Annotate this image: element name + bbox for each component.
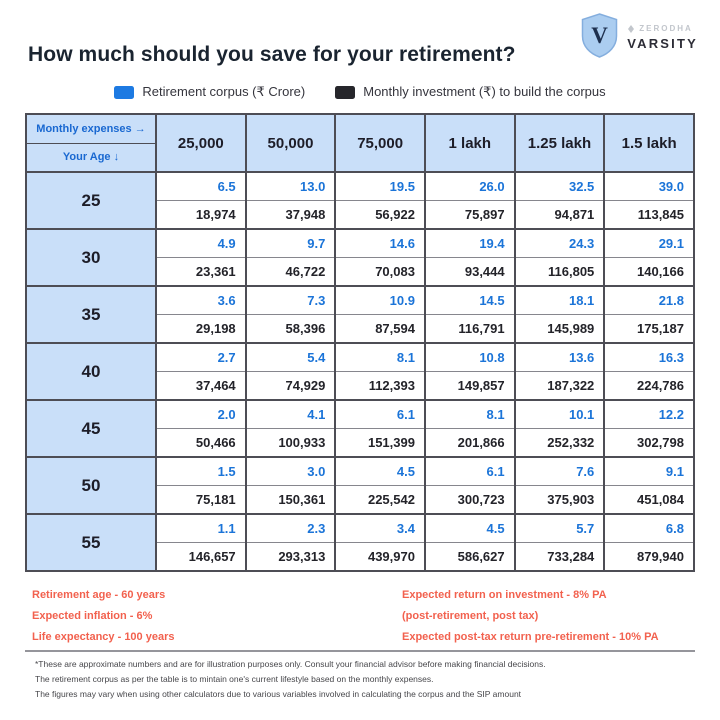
assumption-note: Retirement age - 60 years: [32, 589, 166, 601]
corpus-value: 14.6: [335, 229, 425, 258]
investment-value: 439,970: [335, 543, 425, 572]
corpus-value: 19.5: [335, 172, 425, 201]
corpus-value: 32.5: [515, 172, 605, 201]
corpus-value: 16.3: [604, 343, 694, 372]
investment-value: 50,466: [156, 429, 246, 458]
corpus-value: 6.8: [604, 514, 694, 543]
corpus-value: 2.7: [156, 343, 246, 372]
corpus-value: 29.1: [604, 229, 694, 258]
corpus-value: 19.4: [425, 229, 515, 258]
corpus-value: 6.1: [335, 400, 425, 429]
corpus-row: [26, 343, 694, 372]
investment-value: 293,313: [246, 543, 336, 572]
corpus-value: 2.3: [246, 514, 336, 543]
disclaimer-note: The retirement corpus as per the table is to mintain one's current lifestyle based on the monthly expenses.: [35, 674, 434, 684]
page-title: How much should you save for your retirement?: [28, 43, 516, 66]
corpus-value: 10.1: [515, 400, 605, 429]
investment-value: 879,940: [604, 543, 694, 572]
investment-value: 58,396: [246, 315, 336, 344]
investment-value: 56,922: [335, 201, 425, 230]
legend-item-investment: [335, 84, 605, 100]
corpus-value: 8.1: [335, 343, 425, 372]
legend: [0, 84, 720, 100]
age-cell: 30: [26, 229, 156, 286]
investment-value: 302,798: [604, 429, 694, 458]
investment-value: 375,903: [515, 486, 605, 515]
zerodha-kite-icon: [627, 25, 635, 33]
column-header: 50,000: [246, 114, 336, 172]
corpus-value: 7.6: [515, 457, 605, 486]
corpus-value: 10.9: [335, 286, 425, 315]
age-cell: 45: [26, 400, 156, 457]
investment-value: 94,871: [515, 201, 605, 230]
corpus-value: 1.1: [156, 514, 246, 543]
corpus-row: [26, 229, 694, 258]
varsity-logo: [581, 13, 698, 58]
zerodha-brand-label: ZERODHA: [639, 24, 693, 33]
corpus-value: 13.0: [246, 172, 336, 201]
investment-value: 149,857: [425, 372, 515, 401]
investment-value: 29,198: [156, 315, 246, 344]
column-header: 1 lakh: [425, 114, 515, 172]
age-cell: 55: [26, 514, 156, 571]
investment-value: 150,361: [246, 486, 336, 515]
corpus-value: 6.1: [425, 457, 515, 486]
investment-value: 140,166: [604, 258, 694, 287]
corpus-value: 7.3: [246, 286, 336, 315]
table-header-row: [26, 114, 694, 172]
corpus-value: 9.1: [604, 457, 694, 486]
corpus-value: 13.6: [515, 343, 605, 372]
corpus-value: 21.8: [604, 286, 694, 315]
investment-value: 87,594: [335, 315, 425, 344]
age-cell: 50: [26, 457, 156, 514]
varsity-shield-icon: [581, 13, 618, 58]
corpus-value: 39.0: [604, 172, 694, 201]
disclaimer-note: *These are approximate numbers and are for illustration purposes only. Consult your financial advisor before making financial decisions.: [35, 659, 546, 669]
assumption-note: (post-retirement, post tax): [402, 610, 539, 622]
corpus-value: 8.1: [425, 400, 515, 429]
corpus-row: [26, 457, 694, 486]
investment-value: 187,322: [515, 372, 605, 401]
disclaimer-note: The figures may vary when using other calculators due to various variables involved in calculating the corpus and the SIP amount: [35, 689, 522, 699]
age-cell: 25: [26, 172, 156, 229]
corpus-value: 3.0: [246, 457, 336, 486]
disclaimers-section: [35, 659, 690, 704]
corpus-value: 26.0: [425, 172, 515, 201]
column-header: 75,000: [335, 114, 425, 172]
investment-value: 70,083: [335, 258, 425, 287]
zerodha-brand-line: [627, 24, 698, 33]
retirement-table: [25, 113, 695, 572]
investment-value: 23,361: [156, 258, 246, 287]
corpus-value: 3.4: [335, 514, 425, 543]
footer-divider: [25, 650, 695, 652]
investment-value: 116,791: [425, 315, 515, 344]
investment-value: 145,989: [515, 315, 605, 344]
investment-value: 451,084: [604, 486, 694, 515]
corpus-value: 1.5: [156, 457, 246, 486]
investment-value: 224,786: [604, 372, 694, 401]
corpus-value: 5.4: [246, 343, 336, 372]
investment-value: 100,933: [246, 429, 336, 458]
investment-value: 225,542: [335, 486, 425, 515]
corpus-swatch-icon: [114, 86, 134, 99]
investment-value: 18,974: [156, 201, 246, 230]
investment-value: 586,627: [425, 543, 515, 572]
age-cell: 40: [26, 343, 156, 400]
investment-value: 201,866: [425, 429, 515, 458]
corner-cell: [26, 114, 156, 172]
corpus-value: 18.1: [515, 286, 605, 315]
corpus-value: 9.7: [246, 229, 336, 258]
corpus-value: 24.3: [515, 229, 605, 258]
corpus-value: 2.0: [156, 400, 246, 429]
corpus-value: 10.8: [425, 343, 515, 372]
corpus-row: [26, 172, 694, 201]
investment-value: 37,464: [156, 372, 246, 401]
corpus-value: 4.5: [335, 457, 425, 486]
assumptions-right-column: [402, 589, 692, 652]
corpus-row: [26, 286, 694, 315]
investment-value: 75,181: [156, 486, 246, 515]
varsity-brand-label: VARSITY: [627, 36, 698, 51]
investment-value: 116,805: [515, 258, 605, 287]
investment-legend-label: Monthly investment (₹) to build the corpus: [363, 84, 606, 99]
assumptions-section: [32, 589, 692, 652]
corpus-value: 4.1: [246, 400, 336, 429]
corpus-value: 3.6: [156, 286, 246, 315]
investment-value: 151,399: [335, 429, 425, 458]
assumption-note: Expected post-tax return pre-retirement - 10% PA: [402, 631, 659, 643]
column-header: 1.5 lakh: [604, 114, 694, 172]
investment-value: 733,284: [515, 543, 605, 572]
corpus-value: 14.5: [425, 286, 515, 315]
investment-value: 113,845: [604, 201, 694, 230]
investment-swatch-icon: [335, 86, 355, 99]
investment-value: 46,722: [246, 258, 336, 287]
investment-value: 146,657: [156, 543, 246, 572]
corpus-value: 12.2: [604, 400, 694, 429]
column-header: 25,000: [156, 114, 246, 172]
assumptions-left-column: [32, 589, 402, 652]
row-axis-label: Your Age ↓: [62, 151, 120, 163]
investment-value: 75,897: [425, 201, 515, 230]
corpus-value: 4.5: [425, 514, 515, 543]
column-header: 1.25 lakh: [515, 114, 605, 172]
investment-value: 300,723: [425, 486, 515, 515]
investment-value: 74,929: [246, 372, 336, 401]
svg-text:V: V: [591, 23, 609, 48]
assumption-note: Expected return on investment - 8% PA: [402, 589, 607, 601]
corpus-row: [26, 400, 694, 429]
age-cell: 35: [26, 286, 156, 343]
investment-value: 175,187: [604, 315, 694, 344]
investment-value: 93,444: [425, 258, 515, 287]
investment-value: 37,948: [246, 201, 336, 230]
assumption-note: Expected inflation - 6%: [32, 610, 153, 622]
corpus-value: 5.7: [515, 514, 605, 543]
corpus-row: [26, 514, 694, 543]
corpus-value: 4.9: [156, 229, 246, 258]
column-axis-label: Monthly expenses →: [27, 116, 155, 144]
legend-item-corpus: [114, 84, 305, 100]
logo-text: [627, 20, 698, 51]
investment-value: 252,332: [515, 429, 605, 458]
assumption-note: Life expectancy - 100 years: [32, 631, 175, 643]
investment-value: 112,393: [335, 372, 425, 401]
corpus-value: 6.5: [156, 172, 246, 201]
corpus-legend-label: Retirement corpus (₹ Crore): [142, 84, 306, 99]
